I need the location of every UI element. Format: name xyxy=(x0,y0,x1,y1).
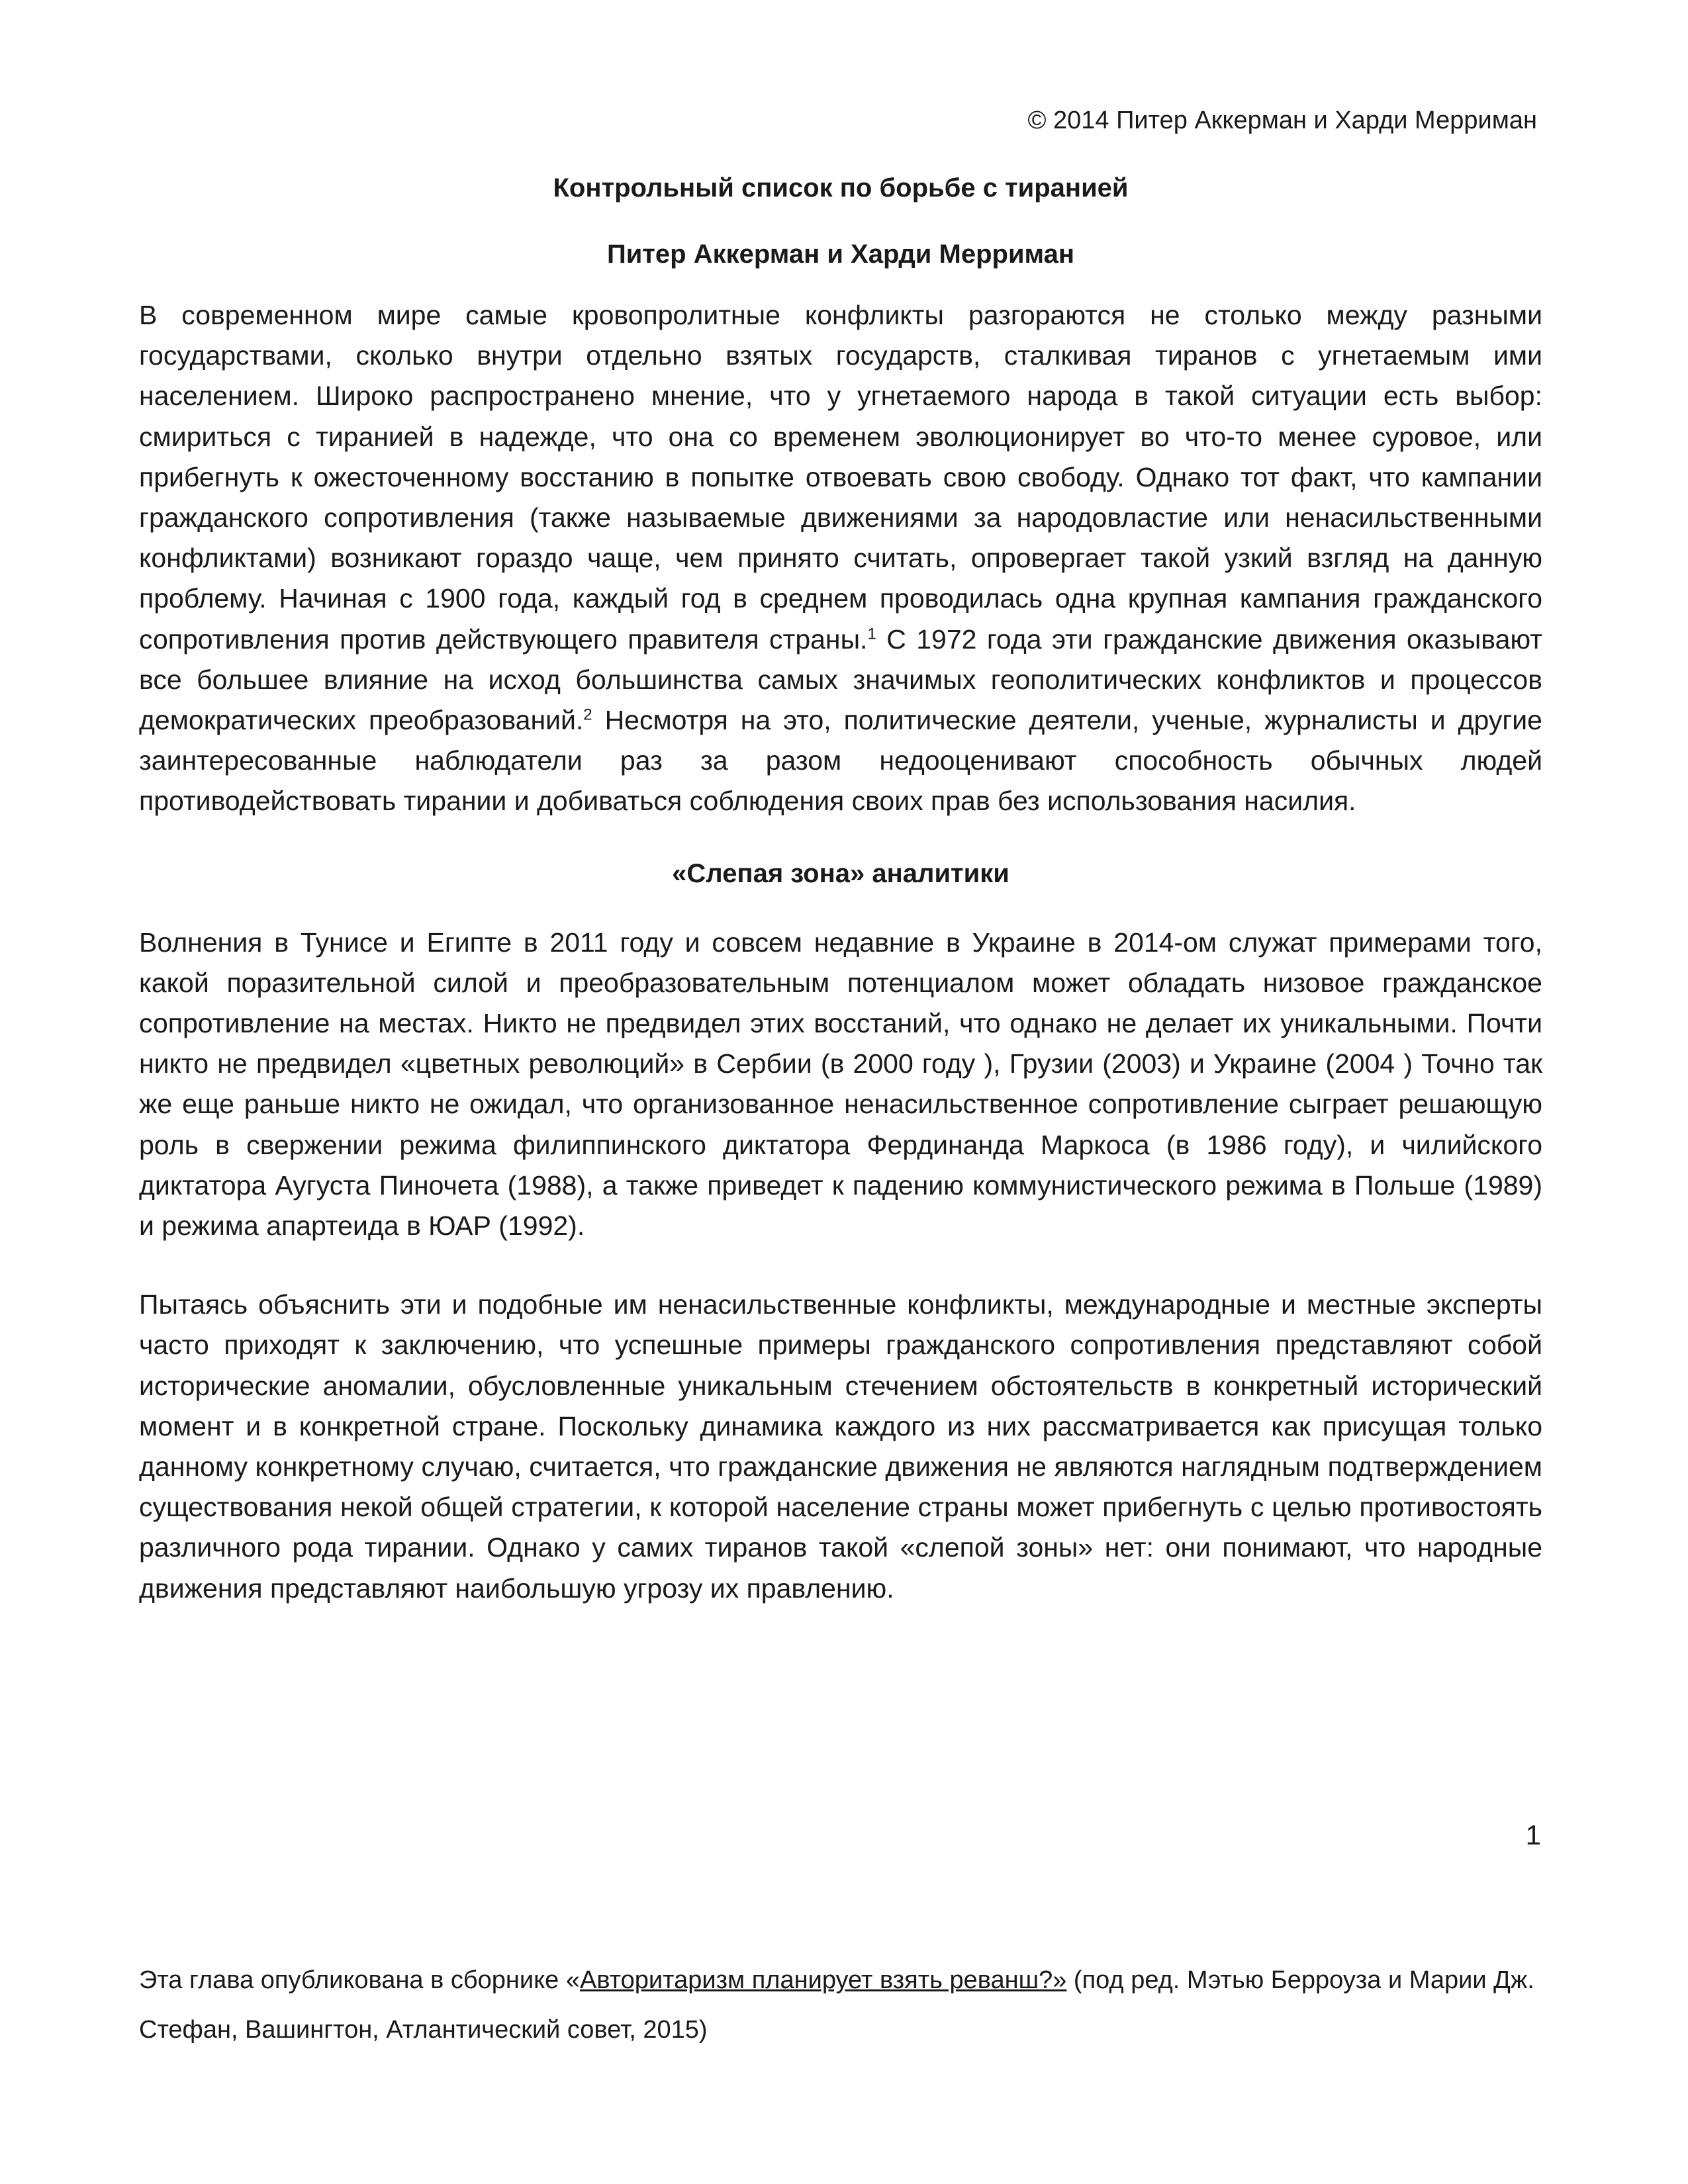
document-body xyxy=(139,171,1542,1609)
book-title-link[interactable]: Авторитаризм планирует взять реванш?» xyxy=(579,1966,1067,1994)
section-paragraph-2: Пытаясь объяснить эти и подобные им ненасильственные конфликты, международные и местные эксперты часто приходят к заключению, что успешные примеры гражданского сопротивления представляют собой исторические аномалии, обусловленные уникальным стечением обстоятельств в конкретный исторический момент и в конкретной стране. Поскольку динамика каждого из них рассматривается как присущая только данному конкретному случаю, считается, что гражданские движения не являются наглядным подтверждением существования некой общей стратегии, к которой население страны может прибегнуть с целью противостоять различного рода тирании. Однако у самих тиранов такой «слепой зоны» нет: они понимают, что народные движения представляют наибольшую угрозу их правлению. xyxy=(139,1289,1542,1604)
intro-text-part-3: Несмотря на это, политические деятели, ученые, журналисты и другие заинтересованные наблюдатели раз за разом недооценивают способность обычных людей противодействовать тирании и добиваться соблюдения своих прав без использования насилия. xyxy=(139,705,1542,817)
footnote-ref-1: 1 xyxy=(867,624,876,643)
document-title: Контрольный список по борьбе с тиранией xyxy=(553,173,1129,203)
intro-text-part-2: С 1972 года эти гражданские движения оказывают все большее влияние на исход большинства самых значимых геополитических конфликтов и процессов демократических преобразований. xyxy=(139,623,1542,736)
intro-paragraph xyxy=(139,295,1542,822)
footnote-prefix: Эта глава опубликована в сборнике « xyxy=(139,1966,580,1994)
publication-footnote xyxy=(139,1956,1556,2055)
document-authors: Питер Аккерман и Харди Мерриман xyxy=(606,240,1075,269)
intro-text-part-1: В современном мире самые кровопролитные конфликты разгораются не столько между разными государствами, сколько внутри отдельно взятых государств, сталкивая тиранов с угнетаемым ими населением. Широко распространено мнение, что у угнетаемого народа в такой ситуации есть выбор: смириться с тиранией в надежде, что она со временем эволюционирует во что-то менее суровое, или прибегнуть к ожесточенному восстанию в попытке отвоевать свою свободу. Однако тот факт, что кампании гражданского сопротивления (также называемые движениями за народовластие или ненасильственными конфликтами) возникают гораздо чаще, чем принято считать, опровергает такой узкий взгляд на данную проблему. Начиная с 1900 года, каждый год в среднем проводилась одна крупная кампания гражданского сопротивления против действующего правителя страны. xyxy=(139,300,1542,655)
footnote-ref-2: 2 xyxy=(583,705,592,724)
footnote-suffix: (под ред. Мэтью Берроуза и Марии Дж. Стефан, Вашингтон, Атлантический совет, 2015) xyxy=(139,1966,1534,2044)
section-paragraph-1: Волнения в Тунисе и Египте в 2011 году и совсем недавние в Украине в 2014-ом служат примерами того, какой поразительной силой и преобразовательным потенциалом может обладать низовое гражданское сопротивление на местах. Никто не предвидел этих восстаний, что однако не делает их уникальными. Почти никто не предвидел «цветных революций» в Сербии (в 2000 году ), Грузии (2003) и Украине (2004 ) Точно так же еще раньше никто не ожидал, что организованное ненасильственное сопротивление сыграет решающую роль в свержении режима филиппинского диктатора Фердинанда Маркоса (в 1986 году), и чилийского диктатора Аугуста Пиночета (1988), а также приведет к падению коммунистического режима в Польше (1989) и режима апартеида в ЮАР (1992). xyxy=(139,927,1542,1242)
copyright-notice: © 2014 Питер Аккерман и Харди Мерриман xyxy=(1027,107,1537,134)
section-heading: «Слепая зона» аналитики xyxy=(672,858,1009,888)
page-number: 1 xyxy=(1525,1819,1541,1850)
